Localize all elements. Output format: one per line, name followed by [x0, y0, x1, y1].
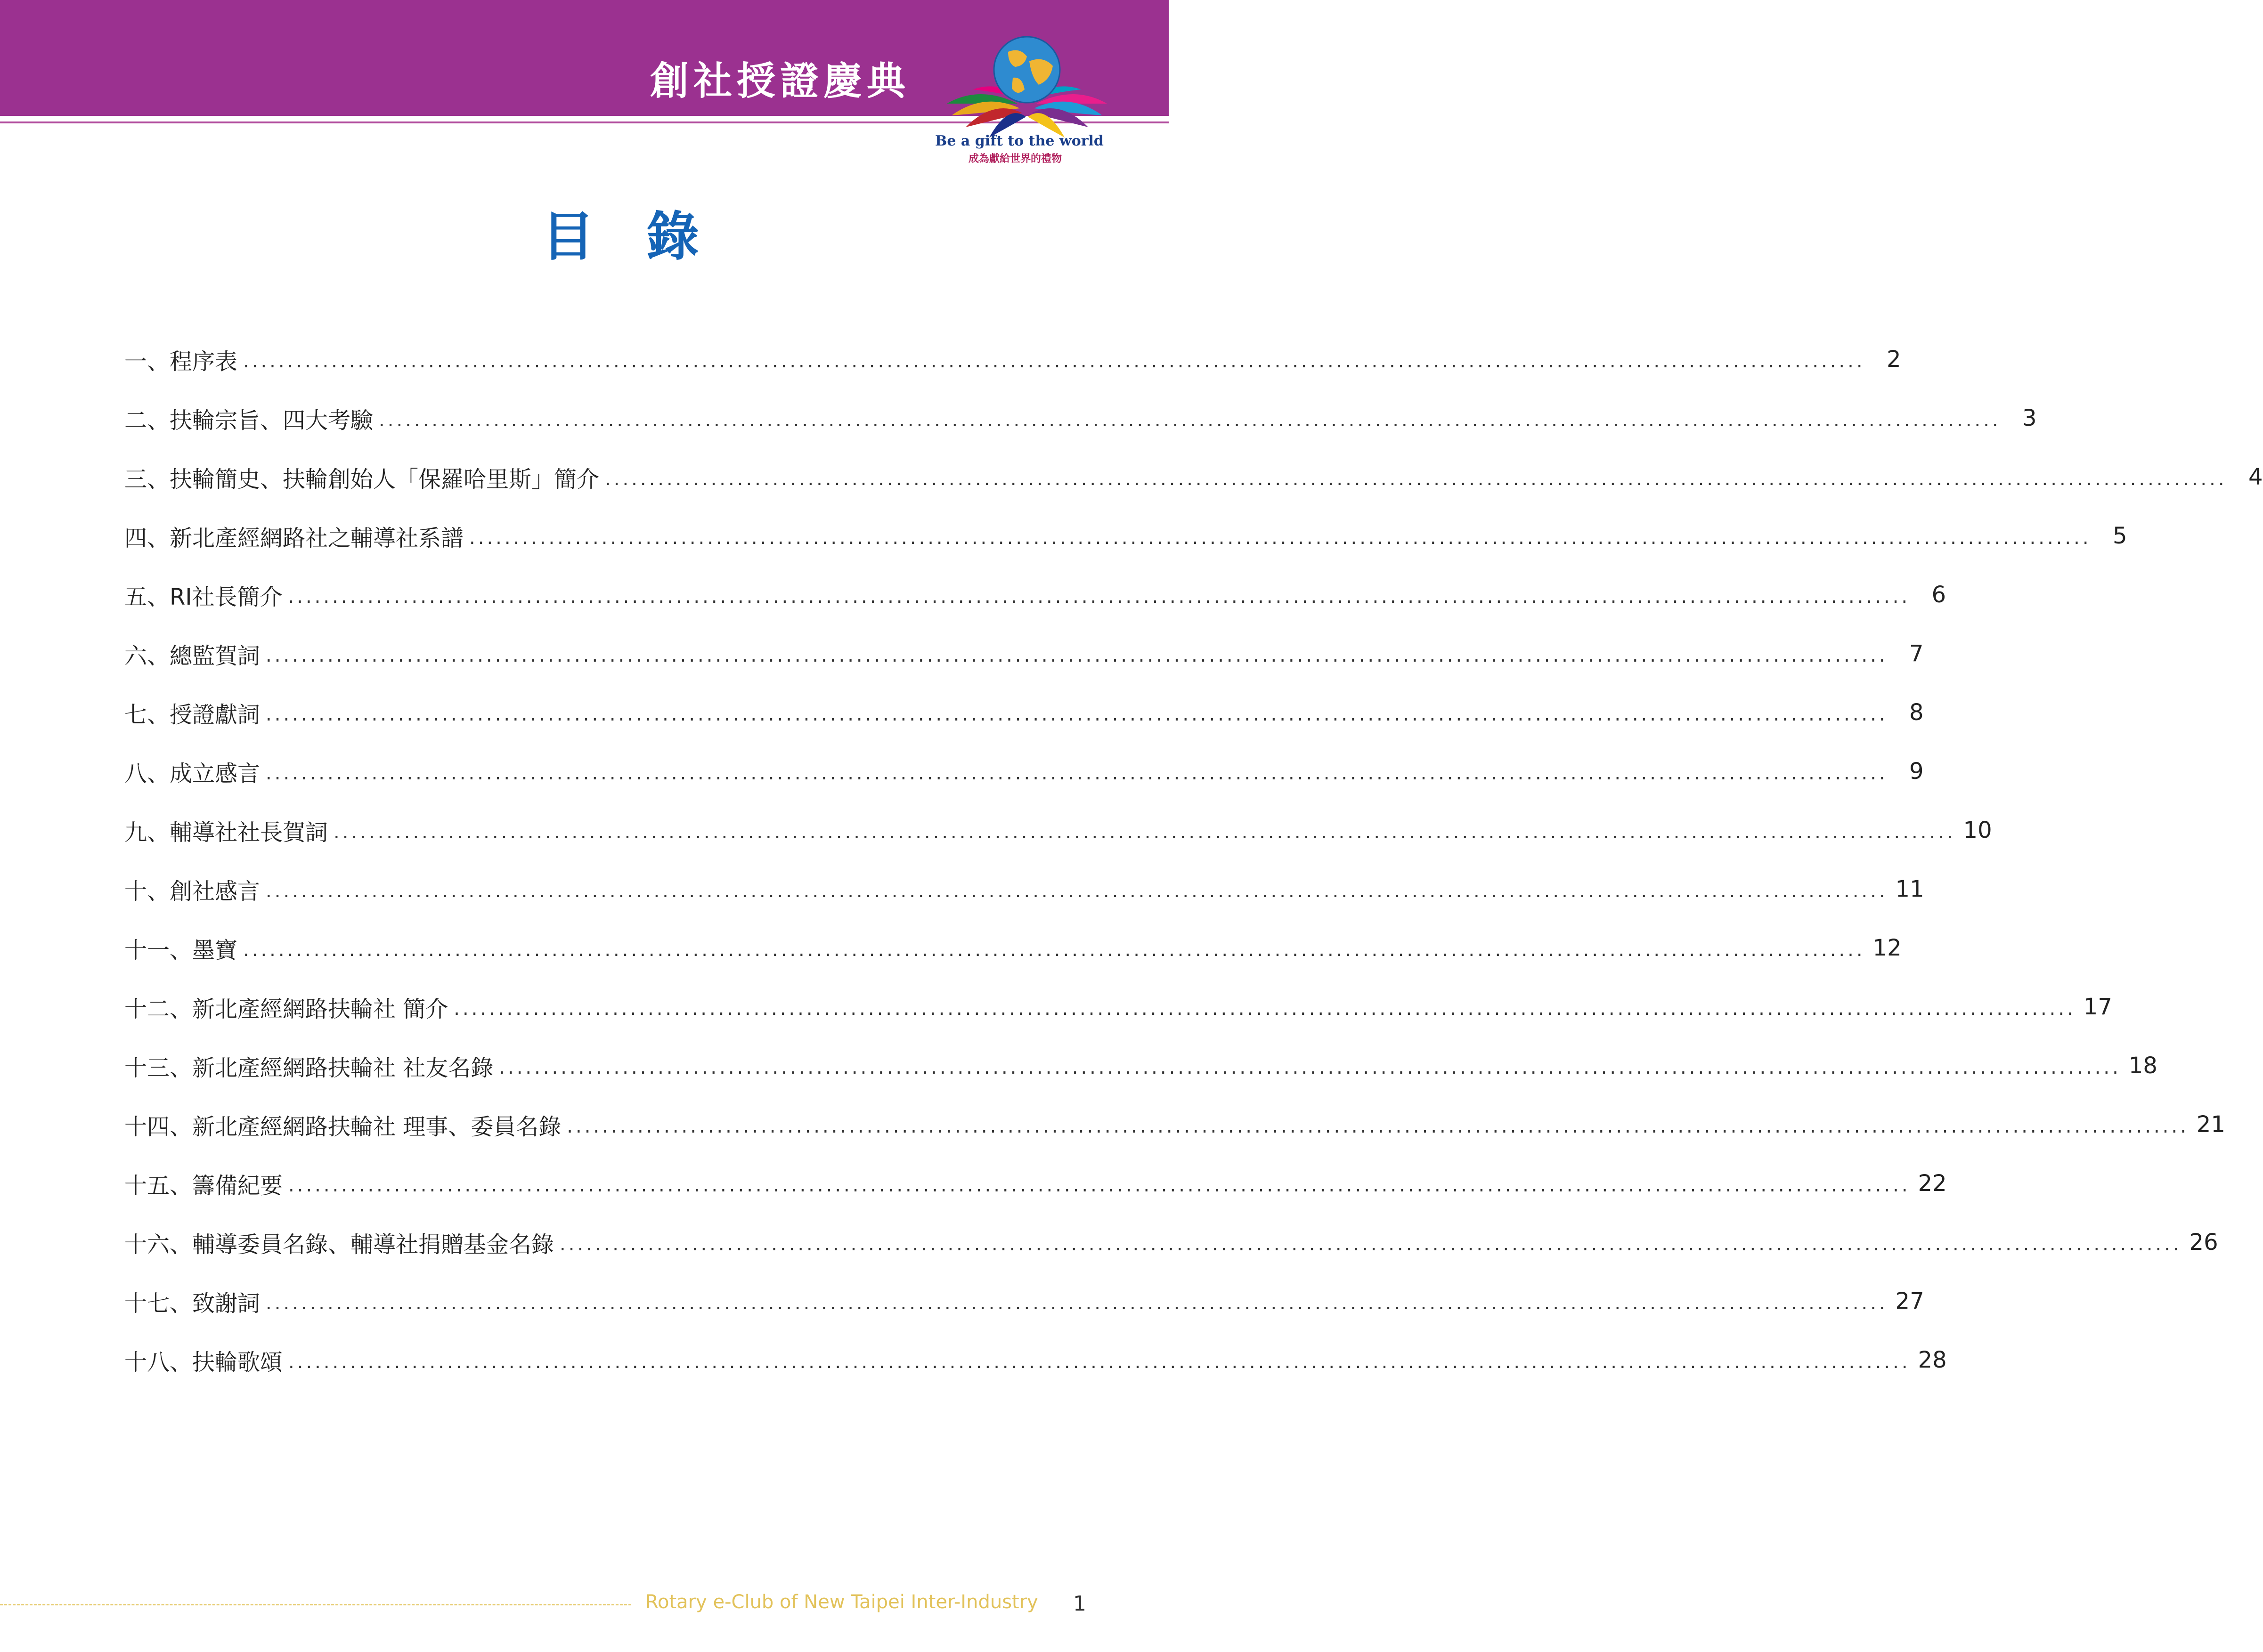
toc-entry[interactable]	[124, 574, 1946, 616]
toc-leader-dots: ........................................................................................................................................................................................	[560, 1233, 2182, 1255]
toc-entry-label: 十五、籌備紀要	[124, 1172, 283, 1199]
toc-entry[interactable]	[124, 1103, 2225, 1146]
rotary-theme-logo	[937, 33, 1116, 141]
toc-leader-dots: ........................................................................................................................................................................................	[288, 1351, 1911, 1373]
toc-entry-page: 8	[1909, 699, 1924, 726]
toc-entry-page: 21	[2196, 1111, 2225, 1138]
toc-entry[interactable]	[124, 397, 2037, 439]
toc-entry-label: 十二、新北產經網路扶輪社 簡介	[124, 996, 448, 1022]
toc-entry-page: 22	[1918, 1170, 1947, 1197]
toc-entry[interactable]	[124, 632, 1924, 675]
toc-entry-label: 十、創社感言	[124, 878, 260, 905]
toc-entry-label: 二、扶輪宗旨、四大考驗	[124, 407, 374, 434]
toc-entry[interactable]	[124, 750, 1924, 793]
toc-entry-label: 十六、輔導委員名錄、輔導社捐贈基金名錄	[124, 1231, 554, 1258]
toc-entry-page: 17	[2083, 994, 2112, 1020]
toc-entry[interactable]	[124, 809, 1992, 851]
toc-entry-label: 十四、新北產經網路扶輪社 理事、委員名錄	[124, 1113, 562, 1140]
toc-leader-dots: ........................................................................................................................................................................................	[266, 880, 1888, 902]
toc-leader-dots: ........................................................................................................................................................................................	[288, 586, 1911, 607]
toc-leader-dots: ........................................................................................................................................................................................	[499, 1057, 2121, 1078]
toc-entry-page: 11	[1895, 876, 1924, 902]
tagline-chinese: 成為獻給世界的禮物	[968, 153, 1062, 165]
toc-entry-label: 七、授證獻詞	[124, 701, 260, 728]
toc-leader-dots: ........................................................................................................................................................................................	[379, 409, 2001, 431]
toc-entry[interactable]	[124, 986, 2112, 1028]
toc-entry[interactable]	[124, 456, 2263, 498]
toc-entry[interactable]	[124, 691, 1924, 734]
toc-entry-label: 一、程序表	[124, 348, 238, 375]
toc-entry-page: 12	[1872, 935, 1902, 961]
toc-leader-dots: ........................................................................................................................................................................................	[266, 645, 1888, 666]
toc-entry-label: 九、輔導社社長賀詞	[124, 819, 328, 846]
toc-entry-page: 18	[2128, 1053, 2157, 1079]
toc-entry-label: 十三、新北產經網路扶輪社 社友名錄	[124, 1054, 494, 1081]
toc-entry-page: 10	[1963, 817, 1992, 843]
toc-leader-dots: ........................................................................................................................................................................................	[567, 1116, 2189, 1137]
toc-entry-label: 十一、墨寶	[124, 937, 238, 964]
toc-entry[interactable]	[124, 927, 1902, 969]
toc-leader-dots: ........................................................................................................................................................................................	[469, 527, 2092, 549]
toc-entry-page: 4	[2248, 464, 2263, 490]
toc-leader-dots: ........................................................................................................................................................................................	[605, 468, 2227, 490]
toc-leader-dots: ........................................................................................................................................................................................	[334, 821, 1956, 843]
toc-entry-page: 26	[2189, 1229, 2218, 1255]
toc-entry-label: 三、扶輪簡史、扶輪創始人「保羅哈里斯」簡介	[124, 466, 600, 493]
toc-entry[interactable]	[124, 1280, 1924, 1322]
toc-entry[interactable]	[124, 1045, 2157, 1087]
toc-entry[interactable]	[124, 1339, 1947, 1381]
toc-entry-page: 27	[1895, 1288, 1924, 1314]
toc-entry-label: 四、新北產經網路社之輔導社系譜	[124, 525, 464, 551]
header-title: 創社授證慶典	[650, 59, 911, 104]
toc-entry-page: 7	[1909, 640, 1924, 667]
toc-entry-label: 八、成立感言	[124, 760, 260, 787]
toc-entry-label: 十八、扶輪歌頌	[124, 1349, 283, 1376]
footer-page-number: 1	[1073, 1592, 1086, 1616]
toc-entry-page: 3	[2022, 405, 2037, 431]
footer-dashed-line	[0, 1604, 631, 1605]
toc-entry[interactable]	[124, 1221, 2218, 1263]
footer-club-name: Rotary e-Club of New Taipei Inter-Industry	[645, 1591, 1038, 1613]
toc-entry[interactable]	[124, 338, 1901, 381]
toc-entry[interactable]	[124, 1162, 1947, 1205]
toc-leader-dots: ........................................................................................................................................................................................	[266, 762, 1888, 784]
toc-entry-page: 28	[1918, 1347, 1947, 1373]
toc-entry-page: 9	[1909, 758, 1924, 785]
toc-leader-dots: ........................................................................................................................................................................................	[288, 1174, 1911, 1196]
toc-entry[interactable]	[124, 515, 2127, 557]
toc-entry-page: 2	[1887, 346, 1901, 373]
tagline-english: Be a gift to the world	[935, 133, 1104, 149]
toc-entry-page: 5	[2113, 523, 2127, 549]
toc-leader-dots: ........................................................................................................................................................................................	[266, 704, 1888, 725]
toc-entry-label: 六、總監賀詞	[124, 642, 260, 669]
toc-leader-dots: ........................................................................................................................................................................................	[266, 1292, 1888, 1314]
toc-leader-dots: ........................................................................................................................................................................................	[243, 350, 1865, 372]
toc-entry[interactable]	[124, 868, 1924, 910]
page-title: 目錄	[542, 206, 751, 267]
toc-entry-page: 6	[1931, 582, 1946, 608]
toc-leader-dots: ........................................................................................................................................................................................	[243, 939, 1865, 961]
toc-leader-dots: ........................................................................................................................................................................................	[454, 998, 2076, 1020]
toc-entry-label: 十七、致謝詞	[124, 1290, 260, 1317]
toc-entry-label: 五、RI社長簡介	[124, 583, 283, 610]
